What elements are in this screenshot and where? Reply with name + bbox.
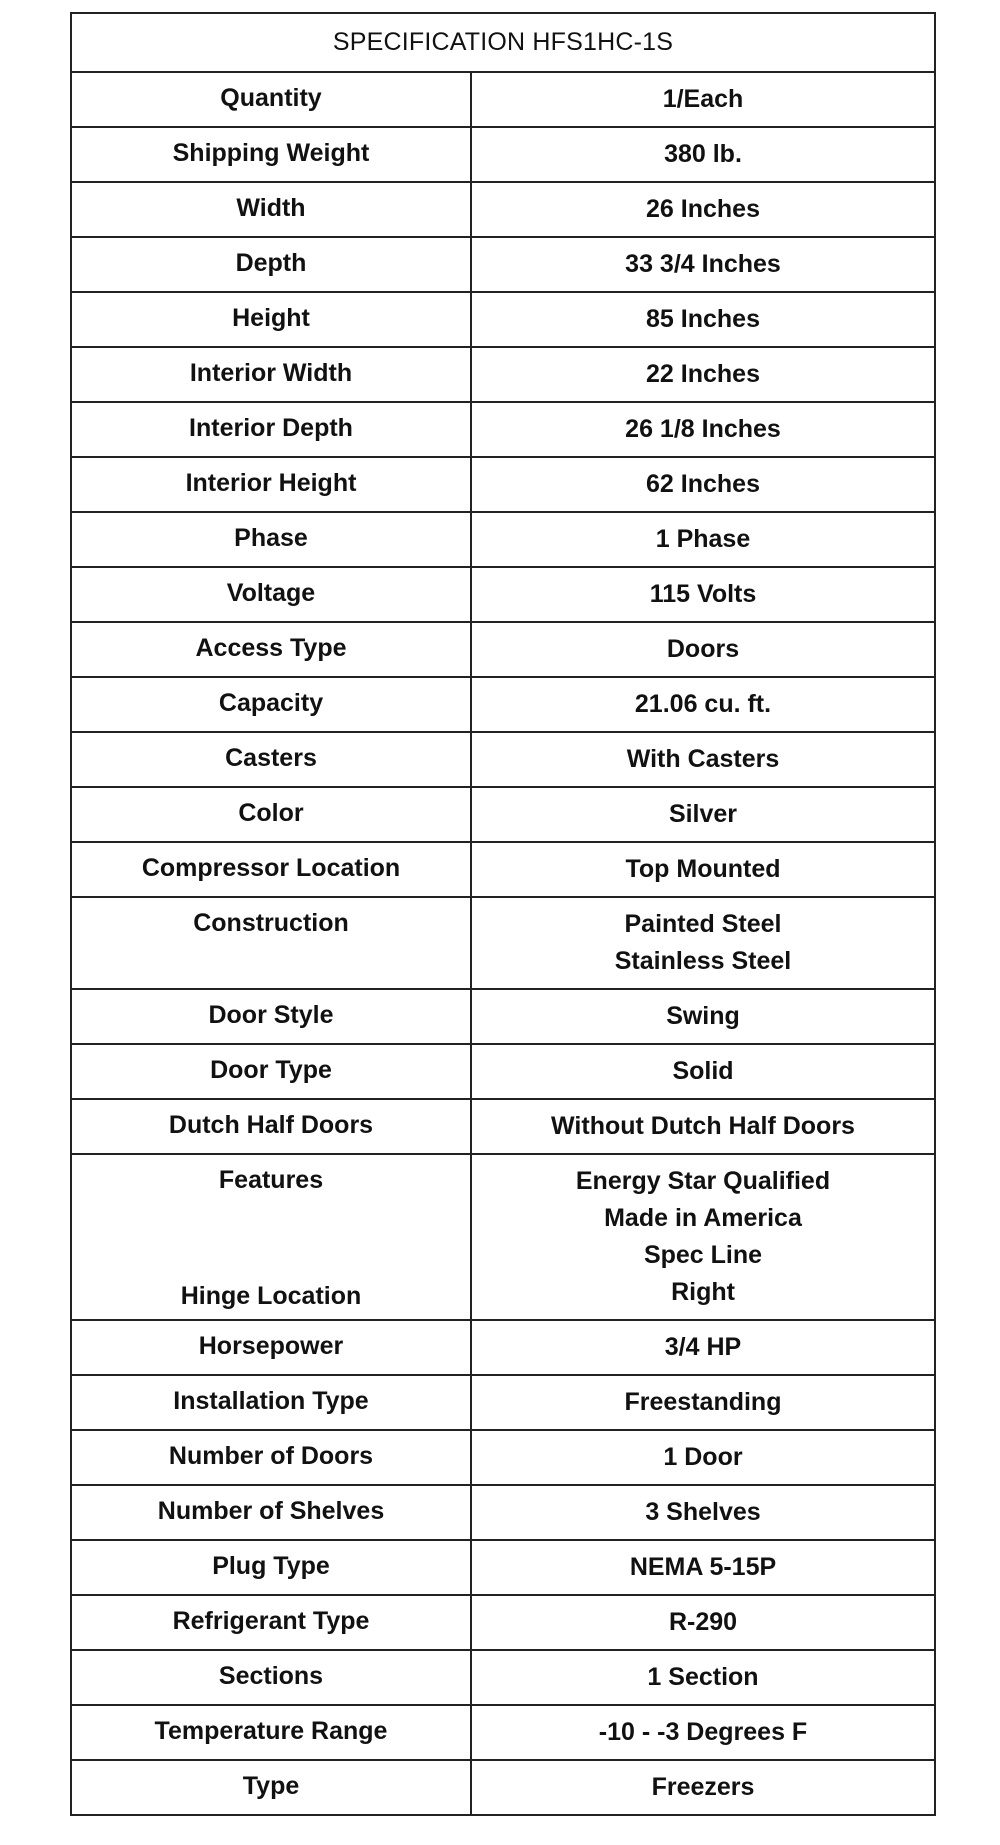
spec-label: Shipping Weight — [172, 139, 370, 167]
spec-value-cell — [472, 843, 934, 896]
table-row — [72, 1541, 934, 1596]
spec-label-cell — [72, 678, 472, 731]
spec-value: NEMA 5-15P — [629, 1553, 777, 1581]
spec-value: Energy Star Qualified — [575, 1167, 831, 1195]
table-row — [72, 843, 934, 898]
spec-value-cell — [472, 293, 934, 346]
spec-label-cell — [72, 843, 472, 896]
table-row — [72, 1376, 934, 1431]
spec-label-cell — [72, 128, 472, 181]
spec-label-cell — [72, 348, 472, 401]
table-row — [72, 1100, 934, 1155]
spec-value: Swing — [666, 1002, 740, 1030]
spec-label: Interior Width — [189, 359, 353, 387]
spec-label-cell — [72, 733, 472, 786]
spec-label-cell — [72, 1486, 472, 1539]
spec-value-cell — [472, 1596, 934, 1649]
table-row — [72, 733, 934, 788]
spec-label-cell — [72, 568, 472, 621]
table-row — [72, 348, 934, 403]
spec-label: Interior Height — [185, 469, 357, 497]
spec-value-cell — [472, 733, 934, 786]
spec-label: Installation Type — [173, 1387, 369, 1415]
spec-value: 1/Each — [662, 85, 744, 113]
spec-label-cell — [72, 1596, 472, 1649]
table-row — [72, 458, 934, 513]
spec-label: Color — [238, 799, 304, 827]
spec-value-cell — [472, 1706, 934, 1759]
spec-label: Door Style — [208, 1001, 334, 1029]
table-row — [72, 1155, 934, 1321]
spec-value-cell — [472, 568, 934, 621]
spec-label-cell — [72, 1376, 472, 1429]
table-row — [72, 1045, 934, 1100]
spec-value: 26 1/8 Inches — [625, 415, 781, 443]
spec-label: Horsepower — [198, 1332, 344, 1360]
spec-value-cell — [472, 1376, 934, 1429]
spec-value-cell — [472, 1761, 934, 1814]
table-row — [72, 403, 934, 458]
table-row — [72, 238, 934, 293]
table-row — [72, 1431, 934, 1486]
spec-value-cell — [472, 1486, 934, 1539]
table-row — [72, 1651, 934, 1706]
spec-label: Interior Depth — [189, 414, 353, 442]
spec-value: 380 lb. — [664, 140, 742, 168]
spec-label: Compressor Location — [141, 854, 401, 882]
spec-value: Top Mounted — [625, 855, 781, 883]
spec-label-cell — [72, 1100, 472, 1153]
spec-value: Stainless Steel — [614, 947, 792, 975]
spec-value: 3/4 HP — [664, 1333, 742, 1361]
spec-value: 26 Inches — [646, 195, 760, 223]
spec-value-cell — [472, 1651, 934, 1704]
spec-value: 85 Inches — [646, 305, 760, 333]
spec-label-cell — [72, 1541, 472, 1594]
table-row — [72, 1321, 934, 1376]
spec-label-cell — [72, 1045, 472, 1098]
spec-label-cell — [72, 1651, 472, 1704]
table-row — [72, 678, 934, 733]
table-row — [72, 293, 934, 348]
spec-value: Made in America — [604, 1204, 802, 1232]
spec-value: Painted Steel — [624, 910, 782, 938]
spec-label: Dutch Half Doors — [168, 1111, 374, 1139]
spec-value-cell — [472, 1155, 934, 1319]
table-row — [72, 513, 934, 568]
spec-value-cell — [472, 1321, 934, 1374]
spec-label: Phase — [234, 524, 308, 552]
spec-label: Temperature Range — [154, 1717, 388, 1745]
spec-label: Refrigerant Type — [172, 1607, 370, 1635]
spec-label-cell — [72, 1431, 472, 1484]
spec-value-cell — [472, 73, 934, 126]
spec-value-cell — [472, 788, 934, 841]
spec-label: Access Type — [195, 634, 347, 662]
table-row — [72, 1761, 934, 1814]
spec-value: Silver — [668, 800, 738, 828]
spec-value-cell — [472, 623, 934, 676]
spec-value: Solid — [672, 1057, 734, 1085]
table-title: SPECIFICATION HFS1HC-1S — [72, 14, 934, 73]
spec-label-cell — [72, 1155, 472, 1319]
spec-value: Without Dutch Half Doors — [551, 1112, 855, 1140]
table-row — [72, 898, 934, 990]
spec-value: With Casters — [626, 745, 780, 773]
spec-label: Sections — [218, 1662, 324, 1690]
spec-value-cell — [472, 403, 934, 456]
spec-table — [70, 12, 936, 1816]
table-row — [72, 128, 934, 183]
spec-label: Depth — [235, 249, 307, 277]
spec-label-cell — [72, 898, 472, 988]
spec-value: 3 Shelves — [645, 1498, 761, 1526]
spec-label-cell — [72, 458, 472, 511]
table-row — [72, 1706, 934, 1761]
spec-value: 62 Inches — [646, 470, 760, 498]
spec-label-cell — [72, 1321, 472, 1374]
table-row — [72, 1596, 934, 1651]
spec-label-cell — [72, 513, 472, 566]
spec-label: Hinge Location — [180, 1282, 362, 1310]
table-row — [72, 73, 934, 128]
spec-label: Quantity — [220, 84, 322, 112]
spec-label: Number of Shelves — [157, 1497, 385, 1525]
spec-label-cell — [72, 788, 472, 841]
spec-label: Type — [242, 1772, 300, 1800]
spec-value-cell — [472, 1045, 934, 1098]
spec-label: Width — [236, 194, 306, 222]
spec-label-cell — [72, 73, 472, 126]
spec-label-cell — [72, 1706, 472, 1759]
spec-value: -10 - -3 Degrees F — [598, 1718, 808, 1746]
spec-value: 1 Phase — [655, 525, 751, 553]
spec-value: Spec Line — [643, 1241, 763, 1269]
spec-label: Construction — [193, 909, 349, 937]
spec-value-cell — [472, 898, 934, 988]
spec-label-cell — [72, 1761, 472, 1814]
spec-value-cell — [472, 1431, 934, 1484]
spec-value-cell — [472, 238, 934, 291]
spec-label: Capacity — [218, 689, 324, 717]
table-row — [72, 623, 934, 678]
spec-value-cell — [472, 183, 934, 236]
spec-value: 115 Volts — [649, 580, 757, 608]
spec-value-cell — [472, 348, 934, 401]
spec-label-cell — [72, 990, 472, 1043]
table-row — [72, 568, 934, 623]
spec-label: Number of Doors — [168, 1442, 374, 1470]
spec-value: Freestanding — [624, 1388, 782, 1416]
spec-label-cell — [72, 623, 472, 676]
spec-value-cell — [472, 1100, 934, 1153]
spec-value-cell — [472, 128, 934, 181]
table-row — [72, 990, 934, 1045]
spec-value-cell — [472, 458, 934, 511]
table-row — [72, 1486, 934, 1541]
spec-label-cell — [72, 238, 472, 291]
table-row — [72, 183, 934, 238]
spec-label-cell — [72, 183, 472, 236]
spec-label-cell — [72, 293, 472, 346]
spec-value-cell — [472, 1541, 934, 1594]
spec-label: Casters — [225, 744, 317, 772]
spec-value-cell — [472, 678, 934, 731]
spec-value: Doors — [666, 635, 740, 663]
spec-value: 22 Inches — [646, 360, 760, 388]
spec-value: R-290 — [668, 1608, 738, 1636]
spec-label: Voltage — [226, 579, 316, 607]
spec-value: 1 Section — [647, 1663, 759, 1691]
spec-value-cell — [472, 990, 934, 1043]
spec-label: Features — [218, 1166, 324, 1194]
table-body — [72, 73, 934, 1814]
spec-value: 1 Door — [663, 1443, 743, 1471]
spec-label-cell — [72, 403, 472, 456]
spec-label: Height — [232, 304, 310, 332]
spec-value: 21.06 cu. ft. — [634, 690, 772, 718]
spec-value: 33 3/4 Inches — [625, 250, 781, 278]
spec-value-cell — [472, 513, 934, 566]
spec-value: Freezers — [651, 1773, 755, 1801]
spec-label: Door Type — [210, 1056, 332, 1084]
spec-value: Right — [671, 1278, 735, 1306]
spec-label: Plug Type — [212, 1552, 330, 1580]
table-row — [72, 788, 934, 843]
